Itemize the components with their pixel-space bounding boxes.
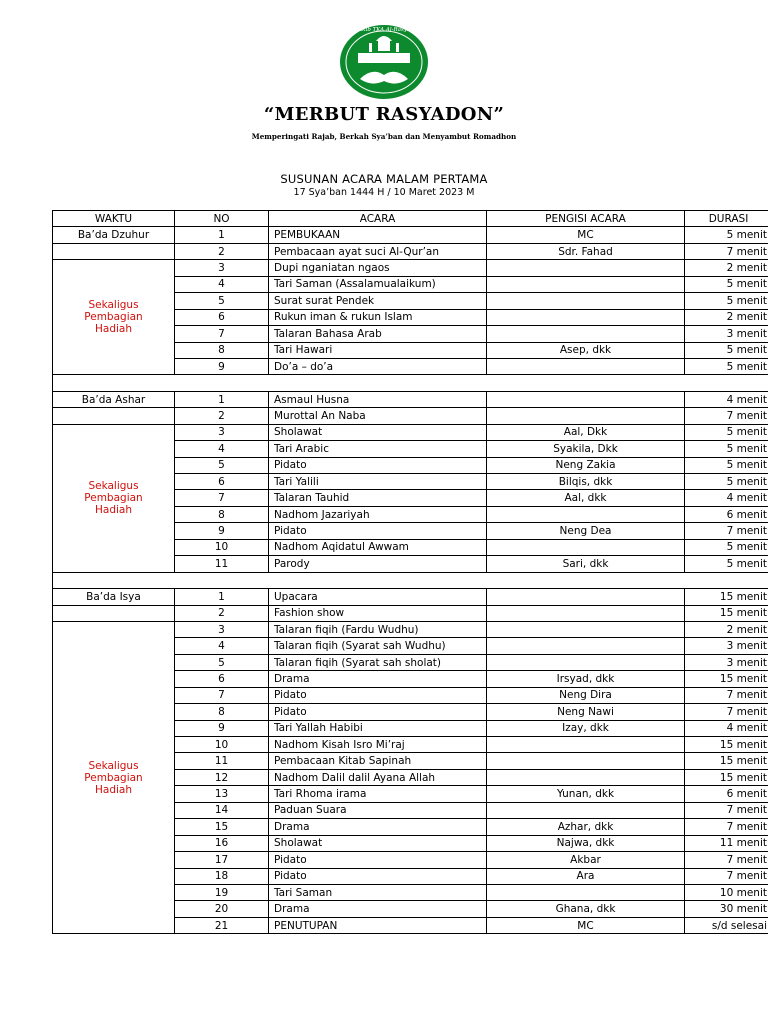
pengisi-cell bbox=[487, 391, 685, 407]
sekaligus-pembagian-hadiah bbox=[53, 621, 175, 933]
durasi-cell: 7 menit bbox=[685, 704, 768, 720]
pengisi-cell bbox=[487, 769, 685, 785]
table-row bbox=[53, 243, 768, 259]
no-cell: 9 bbox=[175, 720, 269, 736]
no-cell: 11 bbox=[175, 556, 269, 572]
no-cell: 6 bbox=[175, 671, 269, 687]
pengisi-cell: Neng Dira bbox=[487, 687, 685, 703]
acara-cell: Paduan Suara bbox=[269, 802, 487, 818]
acara-cell: Pidato bbox=[269, 457, 487, 473]
durasi-cell: 3 menit bbox=[685, 654, 768, 670]
durasi-cell: 2 menit bbox=[685, 309, 768, 325]
pengisi-cell: Ghana, dkk bbox=[487, 901, 685, 917]
acara-cell: Pidato bbox=[269, 852, 487, 868]
pengisi-cell bbox=[487, 753, 685, 769]
durasi-cell: 15 menit bbox=[685, 737, 768, 753]
acara-cell: Sholawat bbox=[269, 424, 487, 440]
waktu-cell: Ba’da Dzuhur bbox=[53, 227, 175, 243]
pengisi-cell bbox=[487, 408, 685, 424]
no-cell: 2 bbox=[175, 605, 269, 621]
acara-cell: PEMBUKAAN bbox=[269, 227, 487, 243]
pengisi-cell bbox=[487, 506, 685, 522]
acara-cell: Tari Rhoma irama bbox=[269, 786, 487, 802]
event-title: “MERBUT RASYADON” bbox=[263, 104, 505, 125]
no-cell: 8 bbox=[175, 342, 269, 358]
no-cell: 10 bbox=[175, 539, 269, 555]
durasi-cell: 10 menit bbox=[685, 884, 768, 900]
acara-cell: Pidato bbox=[269, 868, 487, 884]
acara-cell: Drama bbox=[269, 819, 487, 835]
sekaligus-line: Hadiah bbox=[94, 323, 132, 336]
no-cell: 10 bbox=[175, 737, 269, 753]
pengisi-cell: Azhar, dkk bbox=[487, 819, 685, 835]
acara-cell: Talaran fiqih (Syarat sah sholat) bbox=[269, 654, 487, 670]
no-cell: 8 bbox=[175, 506, 269, 522]
waktu-cell bbox=[53, 243, 175, 259]
sekaligus-line: Hadiah bbox=[94, 783, 132, 796]
durasi-cell: 2 menit bbox=[685, 260, 768, 276]
schedule-date: 17 Sya’ban 1444 H / 10 Maret 2023 M bbox=[293, 187, 475, 198]
no-cell: 5 bbox=[175, 457, 269, 473]
no-cell: 7 bbox=[175, 326, 269, 342]
pengisi-cell bbox=[487, 293, 685, 309]
acara-cell: Talaran fiqih (Syarat sah Wudhu) bbox=[269, 638, 487, 654]
durasi-cell: 7 menit bbox=[685, 243, 768, 259]
no-cell: 3 bbox=[175, 424, 269, 440]
waktu-cell: Ba’da Isya bbox=[53, 589, 175, 605]
durasi-cell: 2 menit bbox=[685, 621, 768, 637]
durasi-cell: 5 menit bbox=[685, 276, 768, 292]
pengisi-cell bbox=[487, 605, 685, 621]
durasi-cell: 5 menit bbox=[685, 474, 768, 490]
acara-cell: Do’a – do’a bbox=[269, 358, 487, 374]
durasi-cell: 5 menit bbox=[685, 227, 768, 243]
no-cell: 7 bbox=[175, 490, 269, 506]
session-separator-row bbox=[53, 375, 768, 391]
pengisi-cell: Neng Nawi bbox=[487, 704, 685, 720]
pengisi-cell bbox=[487, 621, 685, 637]
schedule-table bbox=[52, 210, 768, 934]
pengisi-cell: Sari, dkk bbox=[487, 556, 685, 572]
acara-cell: Parody bbox=[269, 556, 487, 572]
no-cell: 11 bbox=[175, 753, 269, 769]
table-row bbox=[53, 605, 768, 621]
waktu-cell bbox=[53, 605, 175, 621]
durasi-cell: 30 menit bbox=[685, 901, 768, 917]
acara-cell: Dupi nganiatan ngaos bbox=[269, 260, 487, 276]
sekaligus-line: Sekaligus bbox=[88, 759, 139, 772]
no-cell: 9 bbox=[175, 523, 269, 539]
separator-cell bbox=[53, 375, 768, 391]
col-header-waktu: WAKTU bbox=[53, 211, 175, 227]
no-cell: 4 bbox=[175, 441, 269, 457]
table-row bbox=[53, 391, 768, 407]
pengisi-cell: MC bbox=[487, 227, 685, 243]
durasi-cell: 5 menit bbox=[685, 424, 768, 440]
col-header-durasi: DURASI bbox=[685, 211, 768, 227]
acara-cell: Nadhom Dalil dalil Ayana Allah bbox=[269, 769, 487, 785]
separator-cell bbox=[53, 572, 768, 588]
pesantren-logo bbox=[338, 23, 430, 101]
acara-cell: Asmaul Husna bbox=[269, 391, 487, 407]
pengisi-cell: Ara bbox=[487, 868, 685, 884]
no-cell: 1 bbox=[175, 589, 269, 605]
sekaligus-pembagian-hadiah bbox=[53, 260, 175, 375]
acara-cell: Pidato bbox=[269, 704, 487, 720]
pengisi-cell bbox=[487, 326, 685, 342]
acara-cell: Drama bbox=[269, 901, 487, 917]
pengisi-cell: Akbar bbox=[487, 852, 685, 868]
schedule-heading: SUSUNAN ACARA MALAM PERTAMA bbox=[280, 172, 488, 186]
table-header-row bbox=[53, 211, 768, 227]
pengisi-cell: Aal, Dkk bbox=[487, 424, 685, 440]
durasi-cell: 15 menit bbox=[685, 753, 768, 769]
pengisi-cell bbox=[487, 654, 685, 670]
durasi-cell: 7 menit bbox=[685, 868, 768, 884]
no-cell: 9 bbox=[175, 358, 269, 374]
acara-cell: Nadhom Jazariyah bbox=[269, 506, 487, 522]
durasi-cell: 5 menit bbox=[685, 539, 768, 555]
logo-lettering: Takib TKA Al-Rasyid bbox=[355, 27, 413, 33]
pengisi-cell bbox=[487, 737, 685, 753]
acara-cell: Nadhom Aqidatul Awwam bbox=[269, 539, 487, 555]
acara-cell: Tari Yalili bbox=[269, 474, 487, 490]
acara-cell: Murottal An Naba bbox=[269, 408, 487, 424]
durasi-cell: 4 menit bbox=[685, 490, 768, 506]
no-cell: 4 bbox=[175, 276, 269, 292]
acara-cell: Fashion show bbox=[269, 605, 487, 621]
sekaligus-line: Pembagian bbox=[84, 771, 143, 784]
durasi-cell: 7 menit bbox=[685, 687, 768, 703]
durasi-cell: 4 menit bbox=[685, 720, 768, 736]
acara-cell: PENUTUPAN bbox=[269, 917, 487, 933]
pengisi-cell: Irsyad, dkk bbox=[487, 671, 685, 687]
pengisi-cell: Najwa, dkk bbox=[487, 835, 685, 851]
no-cell: 17 bbox=[175, 852, 269, 868]
pengisi-cell: Syakila, Dkk bbox=[487, 441, 685, 457]
acara-cell: Talaran Tauhid bbox=[269, 490, 487, 506]
pengisi-cell bbox=[487, 260, 685, 276]
acara-cell: Tari Saman bbox=[269, 884, 487, 900]
pengisi-cell bbox=[487, 276, 685, 292]
durasi-cell: 4 menit bbox=[685, 391, 768, 407]
no-cell: 12 bbox=[175, 769, 269, 785]
table-row bbox=[53, 408, 768, 424]
no-cell: 5 bbox=[175, 293, 269, 309]
durasi-cell: 5 menit bbox=[685, 556, 768, 572]
no-cell: 4 bbox=[175, 638, 269, 654]
acara-cell: Upacara bbox=[269, 589, 487, 605]
acara-cell: Pembacaan ayat suci Al-Qur’an bbox=[269, 243, 487, 259]
acara-cell: Talaran fiqih (Fardu Wudhu) bbox=[269, 621, 487, 637]
pengisi-cell: Yunan, dkk bbox=[487, 786, 685, 802]
pengisi-cell: MC bbox=[487, 917, 685, 933]
no-cell: 2 bbox=[175, 243, 269, 259]
no-cell: 21 bbox=[175, 917, 269, 933]
durasi-cell: 7 menit bbox=[685, 852, 768, 868]
schedule-body bbox=[53, 227, 768, 934]
pengisi-cell: Asep, dkk bbox=[487, 342, 685, 358]
waktu-cell bbox=[53, 408, 175, 424]
no-cell: 20 bbox=[175, 901, 269, 917]
table-row bbox=[53, 424, 768, 440]
acara-cell: Pidato bbox=[269, 687, 487, 703]
no-cell: 15 bbox=[175, 819, 269, 835]
pengisi-cell: Neng Zakia bbox=[487, 457, 685, 473]
durasi-cell: 3 menit bbox=[685, 638, 768, 654]
durasi-cell: 7 menit bbox=[685, 408, 768, 424]
durasi-cell: 15 menit bbox=[685, 589, 768, 605]
acara-cell: Tari Arabic bbox=[269, 441, 487, 457]
durasi-cell: 5 menit bbox=[685, 293, 768, 309]
no-cell: 3 bbox=[175, 260, 269, 276]
pengisi-cell bbox=[487, 589, 685, 605]
acara-cell: Sholawat bbox=[269, 835, 487, 851]
no-cell: 18 bbox=[175, 868, 269, 884]
col-header-pengisi: PENGISI ACARA bbox=[487, 211, 685, 227]
pengisi-cell: Sdr. Fahad bbox=[487, 243, 685, 259]
sekaligus-line: Sekaligus bbox=[88, 299, 139, 312]
durasi-cell: 5 menit bbox=[685, 358, 768, 374]
durasi-cell: 7 menit bbox=[685, 802, 768, 818]
durasi-cell: 6 menit bbox=[685, 786, 768, 802]
acara-cell: Rukun iman & rukun Islam bbox=[269, 309, 487, 325]
pengisi-cell: Bilqis, dkk bbox=[487, 474, 685, 490]
durasi-cell: 15 menit bbox=[685, 605, 768, 621]
no-cell: 1 bbox=[175, 227, 269, 243]
col-header-acara: ACARA bbox=[269, 211, 487, 227]
no-cell: 19 bbox=[175, 884, 269, 900]
acara-cell: Nadhom Kisah Isro Mi’raj bbox=[269, 737, 487, 753]
durasi-cell: 15 menit bbox=[685, 671, 768, 687]
sekaligus-line: Sekaligus bbox=[88, 480, 139, 493]
durasi-cell: 7 menit bbox=[685, 819, 768, 835]
pengisi-cell bbox=[487, 638, 685, 654]
table-row bbox=[53, 589, 768, 605]
session-separator-row bbox=[53, 572, 768, 588]
pengisi-cell bbox=[487, 884, 685, 900]
no-cell: 16 bbox=[175, 835, 269, 851]
acara-cell: Tari Saman (Assalamualaikum) bbox=[269, 276, 487, 292]
durasi-cell: 11 menit bbox=[685, 835, 768, 851]
pengisi-cell: Neng Dea bbox=[487, 523, 685, 539]
sekaligus-line: Pembagian bbox=[84, 311, 143, 324]
acara-cell: Tari Hawari bbox=[269, 342, 487, 358]
pengisi-cell bbox=[487, 358, 685, 374]
acara-cell: Surat surat Pendek bbox=[269, 293, 487, 309]
no-cell: 8 bbox=[175, 704, 269, 720]
no-cell: 1 bbox=[175, 391, 269, 407]
no-cell: 13 bbox=[175, 786, 269, 802]
event-subtitle: Memperingati Rajab, Berkah Sya’ban dan Menyambut Romadhon bbox=[251, 132, 517, 141]
pengisi-cell bbox=[487, 309, 685, 325]
acara-cell: Pembacaan Kitab Sapinah bbox=[269, 753, 487, 769]
table-row bbox=[53, 227, 768, 243]
pengisi-cell: Aal, dkk bbox=[487, 490, 685, 506]
col-header-no: NO bbox=[175, 211, 269, 227]
no-cell: 14 bbox=[175, 802, 269, 818]
table-row bbox=[53, 260, 768, 276]
no-cell: 7 bbox=[175, 687, 269, 703]
no-cell: 6 bbox=[175, 309, 269, 325]
waktu-cell: Ba’da Ashar bbox=[53, 391, 175, 407]
no-cell: 5 bbox=[175, 654, 269, 670]
pengisi-cell bbox=[487, 539, 685, 555]
durasi-cell: 5 menit bbox=[685, 441, 768, 457]
no-cell: 6 bbox=[175, 474, 269, 490]
durasi-cell: 5 menit bbox=[685, 342, 768, 358]
sekaligus-pembagian-hadiah bbox=[53, 424, 175, 572]
acara-cell: Pidato bbox=[269, 523, 487, 539]
acara-cell: Tari Yallah Habibi bbox=[269, 720, 487, 736]
no-cell: 3 bbox=[175, 621, 269, 637]
pengisi-cell: Izay, dkk bbox=[487, 720, 685, 736]
durasi-cell: 15 menit bbox=[685, 769, 768, 785]
acara-cell: Talaran Bahasa Arab bbox=[269, 326, 487, 342]
durasi-cell: 5 menit bbox=[685, 457, 768, 473]
pengisi-cell bbox=[487, 802, 685, 818]
durasi-cell: s/d selesai bbox=[685, 917, 768, 933]
table-row bbox=[53, 621, 768, 637]
sekaligus-line: Hadiah bbox=[94, 504, 132, 517]
durasi-cell: 7 menit bbox=[685, 523, 768, 539]
acara-cell: Drama bbox=[269, 671, 487, 687]
no-cell: 2 bbox=[175, 408, 269, 424]
durasi-cell: 6 menit bbox=[685, 506, 768, 522]
durasi-cell: 3 menit bbox=[685, 326, 768, 342]
sekaligus-line: Pembagian bbox=[84, 492, 143, 505]
